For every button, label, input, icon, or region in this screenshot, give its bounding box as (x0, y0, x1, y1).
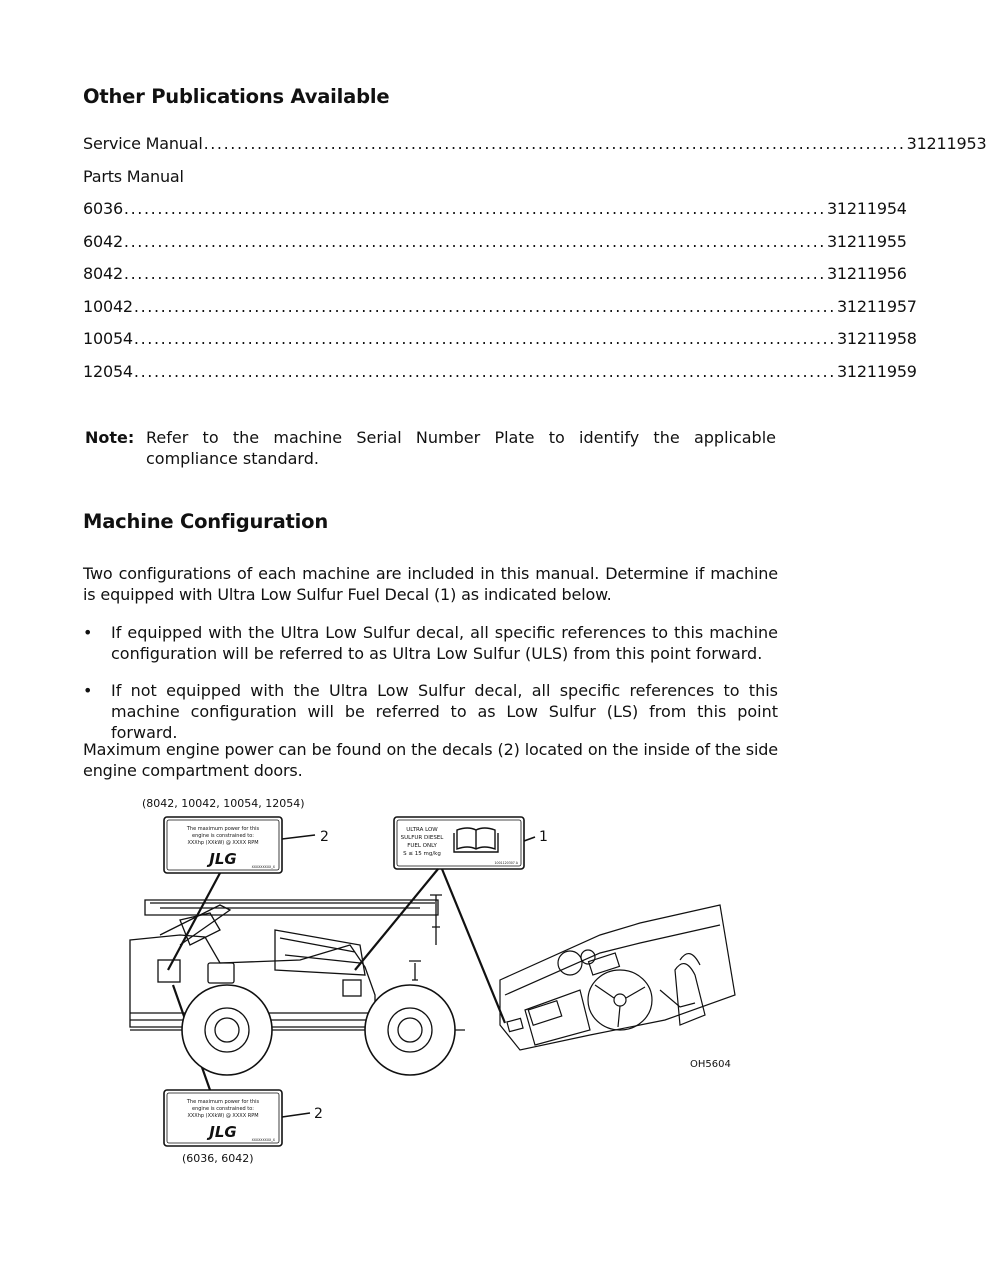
configuration-heading: Machine Configuration (83, 510, 329, 533)
list-item (83, 199, 907, 232)
top-models-label: (8042, 10042, 10054, 12054) (142, 797, 305, 810)
list-item (83, 167, 778, 200)
list-item (83, 296, 917, 330)
leader-dots: ......................................................................................................... (133, 296, 836, 316)
bullet-mark: • (83, 623, 93, 642)
power-decal-code: XXXXXXXXX_X (251, 1138, 275, 1142)
power-decal-line2: engine is constrained to: (192, 833, 254, 839)
callout-1: 1 (539, 829, 548, 845)
publication-label: Parts Manual (83, 166, 184, 186)
leader-dots: ......................................................................................................... (123, 199, 826, 218)
uls-code: 1001120307 A (494, 861, 518, 865)
engine-power-paragraph: Maximum engine power can be found on the decals (2) located on the inside of the side engine compartment doors. (83, 740, 778, 780)
publication-label: 6036 (83, 199, 123, 218)
telehandler-illustration (130, 895, 465, 1075)
publication-number: 31211959 (836, 361, 917, 381)
power-decal-line1: The maximum power for this (186, 826, 260, 832)
bottom-models-label: (6036, 6042) (182, 1152, 254, 1165)
publications-heading: Other Publications Available (83, 85, 390, 108)
power-decal-line2: engine is constrained to: (192, 1106, 254, 1112)
publication-number: 31211954 (826, 199, 907, 218)
leader-dots: ......................................................................................................... (123, 264, 826, 283)
uls-line1: ULTRA LOW (406, 827, 438, 833)
power-decal-line3: XXXhp (XXkW) @ XXXX RPM (187, 840, 259, 846)
leader-dots: ......................................................................................................... (203, 134, 906, 153)
note-text: Refer to the machine Serial Number Plate to identify the applicable compliance standard. (146, 428, 776, 468)
publication-label: 10042 (83, 296, 133, 316)
list-item (83, 264, 907, 297)
machine-configuration-figure (120, 795, 740, 1170)
bullet-text: If not equipped with the Ultra Low Sulfur decal, all specific references to this machine configuration will be referred to as Low Sulfur (LS) from this point forward. (111, 681, 778, 742)
publication-number: 31211955 (826, 231, 907, 251)
leader-dots: ......................................................................................................... (123, 231, 826, 251)
note-label: Note: (85, 428, 135, 447)
figure-id: OH5604 (690, 1059, 731, 1070)
list-item (83, 361, 917, 395)
callout-2-top: 2 (320, 829, 329, 845)
publication-number: 31211956 (826, 264, 907, 283)
leader-dots: ......................................................................................................... (133, 361, 836, 381)
power-decal-line1: The maximum power for this (186, 1099, 260, 1105)
leader-dots: ......................................................................................................... (133, 329, 836, 348)
configuration-intro: Two configurations of each machine are included in this manual. Determine if machine is equipped with Ultra Low Sulfur Fuel Decal (1) as indicated below. (83, 564, 778, 604)
uls-line4: S ≤ 15 mg/kg (403, 851, 441, 857)
publication-number: 31211957 (836, 296, 917, 316)
power-decal-code: XXXXXXXXX_X (251, 865, 275, 869)
jlg-logo: JLG (209, 850, 237, 868)
publication-number: 31211953 (906, 134, 986, 153)
bullet-text: If equipped with the Ultra Low Sulfur decal, all specific references to this machine configuration will be referred to as Ultra Low Sulfur (ULS) from this point forward. (111, 623, 778, 663)
publication-number: 31211958 (836, 329, 917, 348)
publication-label: 6042 (83, 231, 123, 251)
publication-label: 8042 (83, 264, 123, 283)
dashboard-illustration (500, 905, 735, 1050)
list-item (83, 231, 907, 265)
publication-label: 12054 (83, 361, 133, 381)
publication-label: Service Manual (83, 134, 203, 153)
manual-book-icon (454, 828, 498, 852)
bullet-mark: • (83, 681, 93, 700)
publication-label: 10054 (83, 329, 133, 348)
list-item (83, 134, 986, 167)
jlg-logo: JLG (209, 1123, 237, 1141)
power-decal-line3: XXXhp (XXkW) @ XXXX RPM (187, 1113, 259, 1119)
uls-line2: SULFUR DIESEL (400, 835, 444, 841)
list-item (83, 329, 917, 362)
publications-list (83, 134, 986, 394)
callout-2-bottom: 2 (314, 1106, 323, 1122)
uls-line3: FUEL ONLY (407, 843, 437, 849)
